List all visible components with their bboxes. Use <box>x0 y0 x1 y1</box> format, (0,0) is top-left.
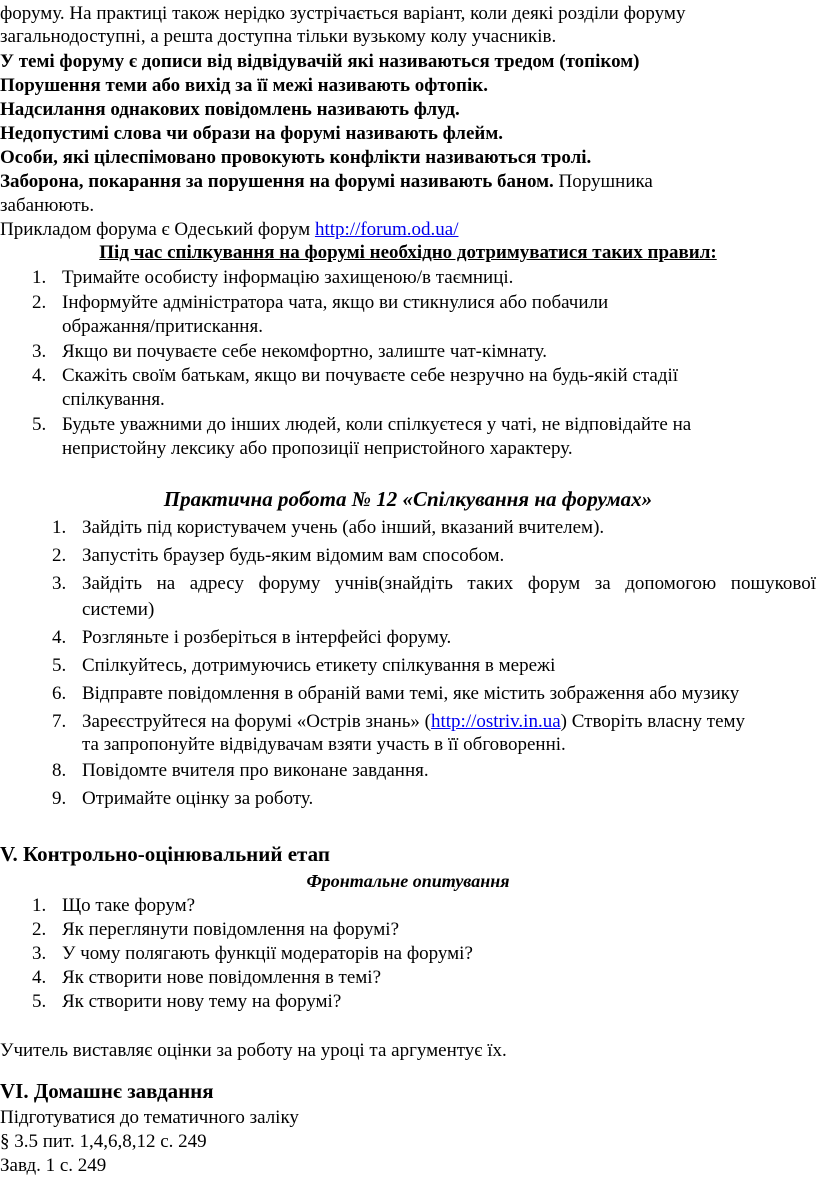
rule-item: Скажіть своїм батькам, якщо ви почуваєте себе незручно на будь-якій стадії <box>62 365 679 386</box>
ban-rest-text: Порушника <box>553 171 653 192</box>
task-number: 7. <box>52 711 67 732</box>
question-item: Як створити нову тему на форумі? <box>62 991 342 1012</box>
example-line <box>0 218 459 241</box>
task-item-cont: системи) <box>82 599 155 620</box>
intro-line-2: загальнодоступні, а решта доступна тільки вузькому колу учасників. <box>0 26 557 47</box>
definition-offtopic: Порушення теми або вихід за її межі називають офтопік. <box>0 75 488 96</box>
task-item: Зайдіть на адресу форуму учнів(знайдіть таких форум за допомогою пошукової <box>82 573 816 594</box>
forum-od-link[interactable]: http://forum.od.ua/ <box>314 219 459 240</box>
intro-line-1: форуму. На практиці також нерідко зустрічається варіант, коли деякі розділи форуму <box>0 3 686 24</box>
question-number: 3. <box>32 943 47 964</box>
task-number: 8. <box>52 760 67 781</box>
rules-heading: Під час спілкування на форумі необхідно дотримуватися таких правил: <box>99 242 717 263</box>
homework-line: Завд. 1 с. 249 <box>0 1155 107 1176</box>
question-number: 1. <box>32 895 47 916</box>
task-number: 5. <box>52 655 67 676</box>
task-number: 2. <box>52 545 67 566</box>
register-after-text: ) Створіть власну тему <box>560 711 746 732</box>
ban-bold-text: Заборона, покарання за порушення на форумі називають баном. <box>0 171 554 192</box>
task-item-register <box>82 710 745 733</box>
definition-flame: Недопустимі слова чи образи на форумі називають флейм. <box>0 123 504 144</box>
task-item: Зайдіть під користувачем учень (або інший, вказаний вчителем). <box>82 517 605 538</box>
ban-line-2: забанюють. <box>0 195 95 216</box>
rule-number: 5. <box>32 414 47 435</box>
ostriv-link[interactable]: http://ostriv.in.ua <box>430 711 561 732</box>
rule-item: Тримайте особисту інформацію захищеною/в таємниці. <box>62 267 514 288</box>
register-text: Зареєструйтеся на форумі «Острів знань» ( <box>82 711 431 732</box>
question-number: 4. <box>32 967 47 988</box>
task-item-cont: та запропонуйте відвідувачам взяти участь в її обговоренні. <box>82 734 566 755</box>
definition-troll: Особи, які цілеспімовано провокують конфлікти називаються тролі. <box>0 147 592 168</box>
grading-text: Учитель виставляє оцінки за роботу на уроці та аргументує їх. <box>0 1040 507 1061</box>
question-item: Як створити нове повідомлення в темі? <box>62 967 382 988</box>
definition-flood: Надсилання однакових повідомлень називають флуд. <box>0 99 460 120</box>
question-item: У чому полягають функції модераторів на форумі? <box>62 943 473 964</box>
task-number: 3. <box>52 573 67 594</box>
rule-item: Інформуйте адміністратора чата, якщо ви стикнулися або побачили <box>62 292 609 313</box>
question-number: 5. <box>32 991 47 1012</box>
question-item: Що таке форум? <box>62 895 196 916</box>
rule-number: 4. <box>32 365 47 386</box>
task-number: 1. <box>52 517 67 538</box>
task-item: Розгляньте і розберіться в інтерфейсі форуму. <box>82 627 452 648</box>
task-number: 4. <box>52 627 67 648</box>
task-item: Спілкуйтесь, дотримуючись етикету спілкування в мережі <box>82 655 556 676</box>
question-number: 2. <box>32 919 47 940</box>
task-item: Отримайте оцінку за роботу. <box>82 788 314 809</box>
control-heading: V. Контрольно-оцінювальний етап <box>0 842 330 866</box>
rule-item: Якщо ви почуваєте себе некомфортно, залиште чат-кімнату. <box>62 341 548 362</box>
question-item: Як переглянути повідомлення на форумі? <box>62 919 400 940</box>
rule-number: 1. <box>32 267 47 288</box>
control-subheading: Фронтальне опитування <box>306 871 510 891</box>
homework-heading: VI. Домашнє завдання <box>0 1079 214 1103</box>
homework-line: Підготуватися до тематичного заліку <box>0 1107 299 1128</box>
task-item: Відправте повідомлення в обраній вами темі, яке містить зображення або музику <box>82 683 740 704</box>
practical-title: Практична робота № 12 «Спілкування на форумах» <box>163 487 653 511</box>
task-item: Запустіть браузер будь-яким відомим вам способом. <box>82 545 505 566</box>
task-number: 6. <box>52 683 67 704</box>
rule-item-cont: ображання/притискання. <box>62 316 263 337</box>
rule-item: Будьте уважними до інших людей, коли спілкуєтеся у чаті, не відповідайте на <box>62 414 692 435</box>
definition-ban <box>0 170 653 193</box>
example-text: Прикладом форума є Одеський форум <box>0 219 315 240</box>
task-number: 9. <box>52 788 67 809</box>
rule-number: 3. <box>32 341 47 362</box>
rule-number: 2. <box>32 292 47 313</box>
definition-thread: У темі форуму є дописи від відвідувачій які називаються тредом (топіком) <box>0 51 640 72</box>
task-item: Повідомте вчителя про виконане завдання. <box>82 760 429 781</box>
rule-item-cont: непристойну лексику або пропозиції непристойного характеру. <box>62 438 573 459</box>
homework-line: § 3.5 пит. 1,4,6,8,12 с. 249 <box>0 1131 207 1152</box>
rule-item-cont: спілкування. <box>62 389 165 410</box>
